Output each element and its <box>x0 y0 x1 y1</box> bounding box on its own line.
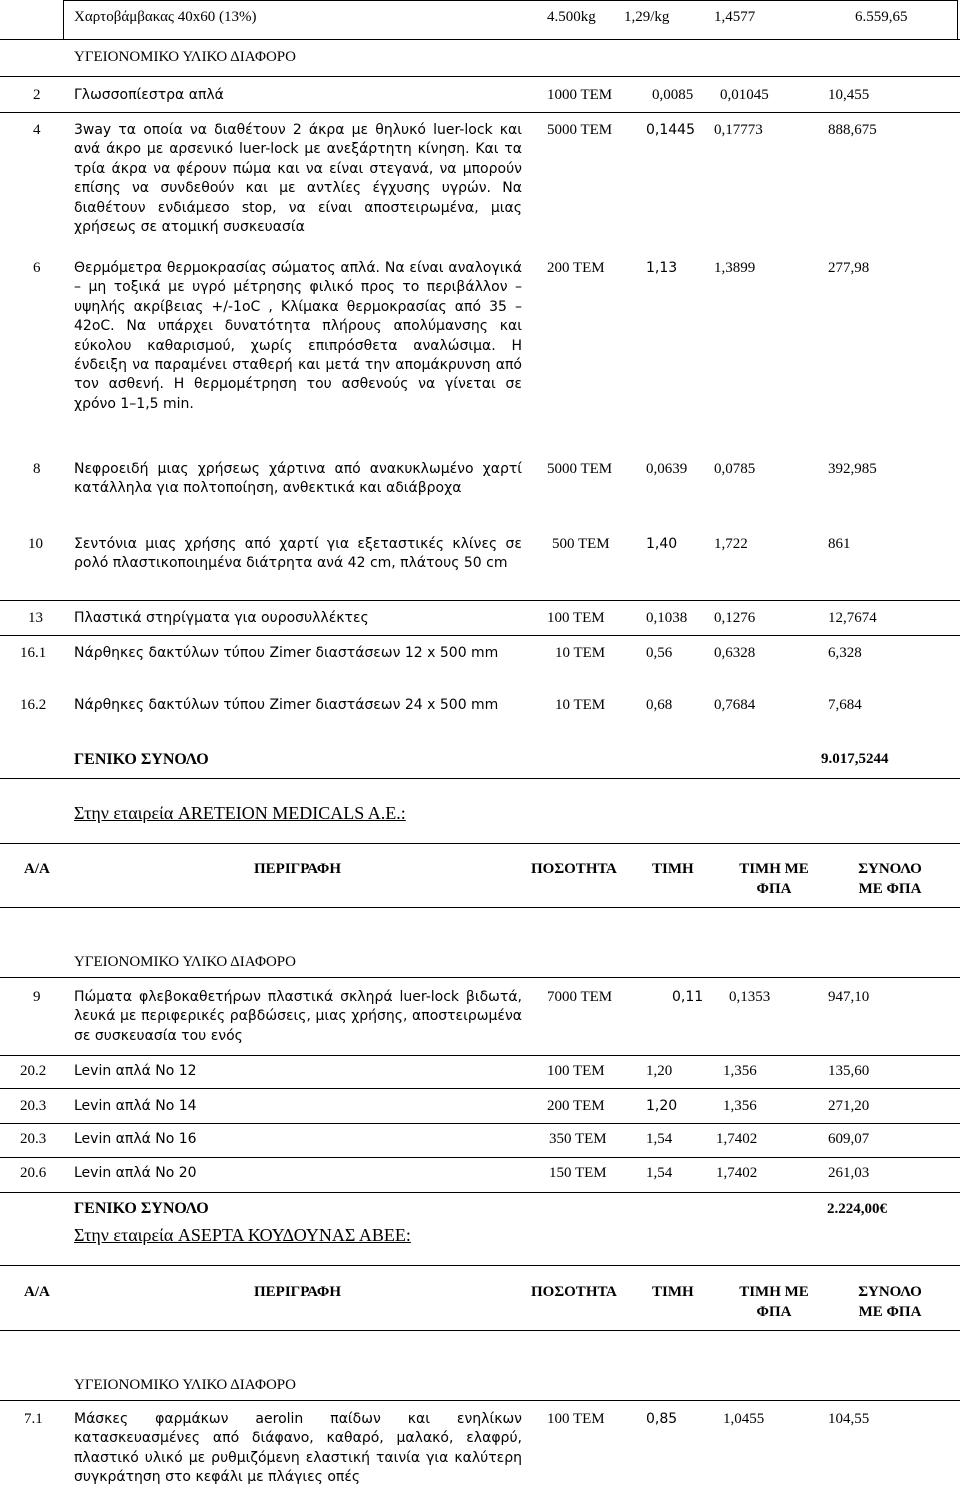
row-description: 3way τα οποία να διαθέτουν 2 άκρα με θηλυκό luer-lock και ανά άκρο με αρσενικό luer-lock με ανεξάρτητη κίνηση. Και τα τρία άκρα να φέρουν πώμα και να είναι στεγανά, να μπορούν επίσης να συνδεθούν και με αντλίες έγχυσης υγρών. Να διαθέτουν ενδιάμεσο stop, να είναι αποστειρωμένα, μιας χρήσεως σε ατομική συσκευασία <box>74 122 522 236</box>
row-quantity: 150 ΤΕΜ <box>549 1165 607 1181</box>
row-aa: 7.1 <box>24 1411 43 1427</box>
row-total: 392,985 <box>828 461 877 477</box>
row-price-vat: 0,1276 <box>714 610 756 626</box>
row-total: 12,7674 <box>828 610 877 626</box>
row-quantity: 5000 ΤΕΜ <box>547 461 613 477</box>
row-total: 6,328 <box>828 645 862 661</box>
row-quantity: 5000 ΤΕΜ <box>547 122 613 138</box>
row-quantity: 7000 ΤΕΜ <box>547 989 613 1005</box>
header-quantity: ΠΟΣΟΤΗΤΑ <box>531 861 617 877</box>
row0-quantity: 4.500kg <box>547 9 596 25</box>
row-price: 0,0085 <box>652 87 694 103</box>
company-name: Στην εταιρεία ASEPTA ΚΟΥΔΟΥΝΑΣ ΑΒΕΕ: <box>74 1225 411 1245</box>
row0-price: 1,29/kg <box>624 9 670 25</box>
row-price: 1,40 <box>646 536 678 552</box>
row-total: 947,10 <box>828 989 870 1005</box>
header-aa: Α/Α <box>24 861 50 877</box>
header-description: ΠΕΡΙΓΡΑΦΗ <box>254 1284 342 1300</box>
row-quantity: 10 ΤΕΜ <box>555 645 606 661</box>
row-price-vat: 1,722 <box>714 536 748 552</box>
row-quantity: 10 ΤΕΜ <box>555 697 606 713</box>
row-total: 10,455 <box>828 87 870 103</box>
row-total: 271,20 <box>828 1098 870 1114</box>
header-price-vat: ΤΙΜΗ ΜΕ <box>739 1284 809 1300</box>
row0-price-vat: 1,4577 <box>714 9 756 25</box>
row-aa: 20.3 <box>20 1131 47 1147</box>
row-description: Νεφροειδή μιας χρήσεως χάρτινα από ανακυκλωμένο χαρτί κατάλληλα για πολτοποίηση, ανθεκτικά και αδιάβροχα <box>74 461 522 497</box>
company-name: Στην εταιρεία ARETEION MEDICALS A.E.: <box>74 803 406 823</box>
row-price-vat: 1,356 <box>723 1098 757 1114</box>
row-total: 277,98 <box>828 260 870 276</box>
row-description: Levin απλά No 12 <box>74 1063 197 1079</box>
header-price: ΤΙΜΗ <box>652 1284 694 1300</box>
row-total: 7,684 <box>828 697 862 713</box>
row-description: Σεντόνια μιας χρήσης από χαρτί για εξεταστικές κλίνες σε ρολό πλαστικοποιημένα διάτρητα ανά 42 cm, πλάτους 50 cm <box>74 536 522 572</box>
row-total: 888,675 <box>828 122 877 138</box>
grand-total-value: 2.224,00€ <box>827 1201 887 1217</box>
row-total: 861 <box>828 536 851 552</box>
row-aa: 13 <box>28 610 43 626</box>
row-quantity: 200 ΤΕΜ <box>547 260 605 276</box>
row-description: Γλωσσοπίεστρα απλά <box>74 87 224 103</box>
row-description: Μάσκες φαρμάκων aerolin παίδων και ενηλίκων κατασκευασμένες από διάφανο, καθαρό, μαλακό, ελαφρύ, πλαστικό υλικό με ρυθμιζόμενη ελαστική ταινία για καλύτερη συγκράτηση στο κεφάλι με πλάγιες οπές <box>74 1411 522 1486</box>
row-total: 261,03 <box>828 1165 870 1181</box>
grand-total-label: ΓΕΝΙΚΟ ΣΥΝΟΛΟ <box>74 751 209 768</box>
row-description: Levin απλά No 16 <box>74 1131 197 1147</box>
row-quantity: 200 ΤΕΜ <box>547 1098 605 1114</box>
row-aa: 2 <box>33 87 41 103</box>
row-description: Θερμόμετρα θερμοκρασίας σώματος απλά. Να είναι αναλογικά – μη τοξικά με υγρό μέτρησης φιλικό προς το περιβάλλον – υψηλής ακρίβειας +/-1oC , Κλίμακα θερμοκρασίας από 35 – 42oC. Να υπάρχει δυνατότητα πλήρους απολύμανσης και εύκολου καθαρισμού, χωρίς επιπρόσθετα αναλώσιμα. Η ένδειξη να παραμένει σταθερή και μετά την απομάκρυνση από τον ασθενή. Η θερμομέτρηση του ασθενούς να γίνεται σε χρόνο 1–1,5 min. <box>74 260 522 412</box>
row-price: 1,20 <box>646 1098 678 1114</box>
row-price: 0,68 <box>646 697 673 713</box>
row-description: Πλαστικά στηρίγματα για ουροσυλλέκτες <box>74 610 369 626</box>
row-aa: 8 <box>33 461 41 477</box>
row-price: 1,54 <box>646 1165 673 1181</box>
row-aa: 10 <box>28 536 43 552</box>
row-price-vat: 1,7402 <box>716 1131 758 1147</box>
row-description: Πώματα φλεβοκαθετήρων πλαστικά σκληρά luer-lock βιδωτά, λευκά με περιφερικές ραβδώσεις, μιας χρήσης, αποστειρωμένα σε συσκευασία του ενός <box>74 989 522 1044</box>
header-total: ΣΥΝΟΛΟ <box>858 1284 922 1300</box>
row-price: 0,1445 <box>646 122 695 138</box>
row-quantity: 100 ΤΕΜ <box>547 1411 605 1427</box>
row-quantity: 100 ΤΕΜ <box>547 1063 605 1079</box>
row-quantity: 100 ΤΕΜ <box>547 610 605 626</box>
row-price-vat: 0,17773 <box>714 122 763 138</box>
row-quantity: 1000 ΤΕΜ <box>547 87 613 103</box>
row-price: 0,56 <box>646 645 673 661</box>
row-price-vat: 1,3899 <box>714 260 756 276</box>
row-description: Νάρθηκες δακτύλων τύπου Zimer διαστάσεων 24 x 500 mm <box>74 697 499 713</box>
row-description: Levin απλά No 20 <box>74 1165 197 1181</box>
row-total: 104,55 <box>828 1411 870 1427</box>
row-aa: 20.2 <box>20 1063 47 1079</box>
row-price: 0,85 <box>646 1411 678 1427</box>
row-price: 0,11 <box>672 989 704 1005</box>
row-price-vat: 1,0455 <box>723 1411 765 1427</box>
header-price-vat: ΤΙΜΗ ΜΕ <box>739 861 809 877</box>
row-aa: 20.6 <box>20 1165 47 1181</box>
header-price-vat-line2: ΦΠΑ <box>756 1304 792 1320</box>
header-price-vat-line2: ΦΠΑ <box>756 881 792 897</box>
row-price: 1,54 <box>646 1131 673 1147</box>
header-total-line2: ΜΕ ΦΠΑ <box>858 1304 922 1320</box>
row-aa: 9 <box>33 989 41 1005</box>
row-price-vat: 1,356 <box>723 1063 757 1079</box>
row-aa: 16.2 <box>20 697 47 713</box>
row-price-vat: 0,01045 <box>720 87 769 103</box>
section-heading: ΥΓΕΙΟΝΟΜΙΚΟ ΥΛΙΚΟ ΔΙΑΦΟΡΟ <box>74 954 296 970</box>
row-price: 0,1038 <box>646 610 688 626</box>
header-total-line2: ΜΕ ΦΠΑ <box>858 881 922 897</box>
row-price-vat: 0,6328 <box>714 645 756 661</box>
row0-total: 6.559,65 <box>855 9 908 25</box>
header-total: ΣΥΝΟΛΟ <box>858 861 922 877</box>
grand-total-value: 9.017,5244 <box>821 751 889 767</box>
row-description: Νάρθηκες δακτύλων τύπου Zimer διαστάσεων 12 x 500 mm <box>74 645 499 661</box>
section-heading: ΥΓΕΙΟΝΟΜΙΚΟ ΥΛΙΚΟ ΔΙΑΦΟΡΟ <box>74 1377 296 1393</box>
row-price-vat: 0,1353 <box>729 989 771 1005</box>
header-price: ΤΙΜΗ <box>652 861 694 877</box>
header-quantity: ΠΟΣΟΤΗΤΑ <box>531 1284 617 1300</box>
row-price: 1,20 <box>646 1063 673 1079</box>
row-price: 1,13 <box>646 260 678 276</box>
row-aa: 16.1 <box>20 645 47 661</box>
row-total: 609,07 <box>828 1131 870 1147</box>
row-quantity: 350 ΤΕΜ <box>549 1131 607 1147</box>
row-price-vat: 0,0785 <box>714 461 756 477</box>
row-quantity: 500 ΤΕΜ <box>552 536 610 552</box>
row-total: 135,60 <box>828 1063 870 1079</box>
row-aa: 6 <box>33 260 41 276</box>
row-description: Levin απλά No 14 <box>74 1098 197 1114</box>
header-description: ΠΕΡΙΓΡΑΦΗ <box>254 861 342 877</box>
row-aa: 4 <box>33 122 41 138</box>
grand-total-label: ΓΕΝΙΚΟ ΣΥΝΟΛΟ <box>74 1200 209 1217</box>
header-aa: Α/Α <box>24 1284 50 1300</box>
row-price-vat: 1,7402 <box>716 1165 758 1181</box>
section-heading: ΥΓΕΙΟΝΟΜΙΚΟ ΥΛΙΚΟ ΔΙΑΦΟΡΟ <box>74 49 296 65</box>
row-price: 0,0639 <box>646 461 688 477</box>
row0-description: Χαρτοβάμβακας 40x60 (13%) <box>74 9 257 25</box>
row-aa: 20.3 <box>20 1098 47 1114</box>
row-price-vat: 0,7684 <box>714 697 756 713</box>
